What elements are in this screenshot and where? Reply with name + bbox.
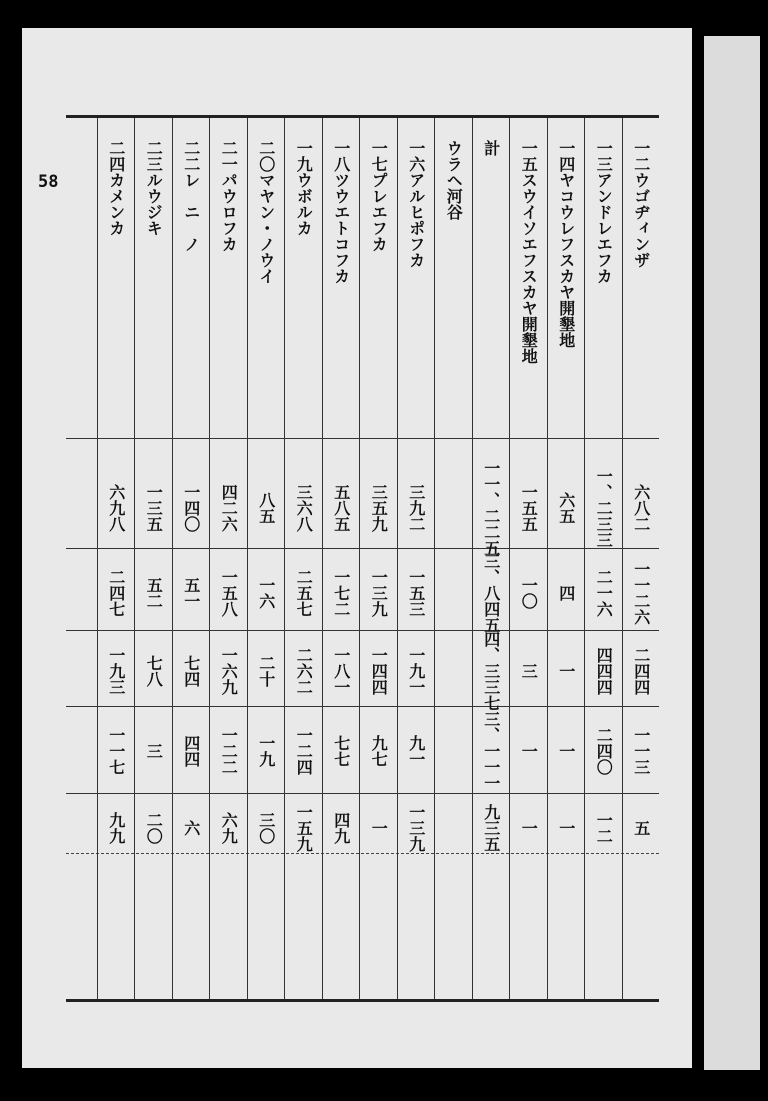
value-cell: 四四 [181, 734, 201, 767]
table-column [472, 118, 510, 999]
village-name: 二四カメンカ [106, 140, 126, 236]
value-cell: 五八五 [331, 484, 351, 532]
value-cell: 一 [556, 820, 576, 836]
value-cell: 四、三三七 [481, 630, 501, 711]
value-cell: 四九 [331, 812, 351, 844]
value-cell: 五二 [144, 576, 164, 609]
value-cell: 一 [556, 662, 576, 679]
value-cell: 二四〇 [594, 726, 614, 775]
value-cell: 一五三 [406, 568, 426, 617]
value-cell: 一、二三三 [594, 468, 614, 548]
value-cell: 一二 [594, 812, 614, 844]
table-column [209, 118, 247, 999]
village-name: 一八ツウエトコフカ [331, 140, 351, 284]
value-cell: 九九 [106, 812, 126, 844]
value-cell: 一五八 [219, 568, 239, 617]
value-cell: 一九三 [106, 646, 126, 695]
table-column [397, 118, 435, 999]
village-name: 二一パウロフカ [219, 140, 239, 252]
table-column [134, 118, 172, 999]
value-cell: 六九八 [106, 484, 126, 532]
value-cell: 二五七 [294, 568, 314, 617]
value-cell: 三九二 [406, 484, 426, 532]
value-cell: 六九 [219, 812, 239, 844]
table-column [547, 118, 585, 999]
village-name: 一四ヤコウレフスカヤ開墾地 [556, 140, 576, 348]
value-cell: 一三五 [144, 484, 164, 532]
table-column [359, 118, 397, 999]
value-cell: 一一三 [631, 726, 651, 775]
village-name: 二二レ ニ ノ [181, 140, 201, 252]
value-cell: 一一二六 [631, 560, 651, 625]
value-cell: 一五五 [519, 484, 539, 532]
value-cell: 四 [556, 584, 576, 601]
table-column [584, 118, 622, 999]
value-cell [435, 633, 472, 708]
value-cell: 一八一 [331, 646, 351, 695]
value-cell: 三五九 [369, 484, 389, 532]
value-cell: 三、一一一 [481, 710, 501, 791]
value-cell: 六五 [556, 492, 576, 524]
value-cell: 一三九 [406, 804, 426, 852]
value-cell: 三 [519, 662, 539, 679]
village-name: 一三アンドレエフカ [594, 140, 614, 284]
value-cell: 一四〇 [181, 484, 201, 532]
village-name: 一九ウボルカ [294, 140, 314, 236]
value-cell: 二四四 [631, 646, 651, 695]
value-cell: 一一、二二五 [481, 460, 501, 556]
village-name: 一二ウゴヂィンザ [631, 140, 651, 268]
value-cell: 六 [181, 820, 201, 836]
table-column [322, 118, 360, 999]
value-cell [435, 453, 472, 563]
value-cell: 一九 [256, 734, 276, 767]
value-cell: 七八 [144, 654, 164, 687]
table-column [622, 118, 660, 999]
table-column [509, 118, 547, 999]
value-cell: 一四四 [369, 646, 389, 695]
value-cell: 九三五 [481, 804, 501, 852]
value-cell: 二一六 [594, 568, 614, 617]
page-number: 58 [38, 172, 59, 192]
value-cell: 一七二 [331, 568, 351, 617]
value-cell: 一六 [256, 576, 276, 609]
value-cell: 一三九 [369, 568, 389, 617]
village-name: 二三ルウジキ [144, 140, 164, 236]
value-cell: 一二四 [294, 726, 314, 775]
value-cell: 一一七 [106, 726, 126, 775]
table-column [434, 118, 472, 999]
village-name: 一六アルヒポフカ [406, 140, 426, 268]
value-cell: 一 [369, 820, 389, 836]
value-cell: 三、八四五 [481, 552, 501, 633]
value-cell: 七七 [331, 734, 351, 767]
value-cell: 二〇 [144, 812, 164, 844]
value-cell: 一九一 [406, 646, 426, 695]
table-column [97, 118, 135, 999]
village-name: 二〇マヤン・ノウイ [256, 140, 276, 284]
value-cell: 八五 [256, 492, 276, 524]
table-column [172, 118, 210, 999]
value-cell: 六八二 [631, 484, 651, 532]
value-cell: 七四 [181, 654, 201, 687]
village-name: 計 [481, 140, 501, 156]
value-cell: 五 [631, 820, 651, 836]
village-name: 一七プレエフカ [369, 140, 389, 252]
table-column [247, 118, 285, 999]
adjacent-page-edge [704, 36, 760, 1070]
value-cell: 九七 [369, 734, 389, 767]
value-cell: 三〇 [256, 812, 276, 844]
value-cell: 三六八 [294, 484, 314, 532]
value-cell: 一六九 [219, 646, 239, 695]
value-cell: 二四七 [106, 568, 126, 617]
value-cell: 四二六 [219, 484, 239, 532]
value-cell: 九一 [406, 734, 426, 767]
value-cell: 一〇 [519, 576, 539, 609]
value-cell: 一 [556, 742, 576, 759]
value-cell [435, 793, 472, 863]
value-cell: 一 [519, 820, 539, 836]
value-cell [435, 550, 472, 635]
statistics-table [66, 115, 659, 1002]
value-cell: 二六二 [294, 646, 314, 695]
table-column [284, 118, 322, 999]
value-cell: 五一 [181, 576, 201, 609]
value-cell: 三 [144, 742, 164, 759]
village-name: ウラヘ河谷 [444, 140, 464, 220]
village-name: 一五スウイソエフスカヤ開墾地 [519, 140, 539, 364]
value-cell: 一二二 [219, 726, 239, 775]
value-cell: 二十 [256, 654, 276, 687]
value-cell: 一五九 [294, 804, 314, 852]
value-cell [435, 708, 472, 793]
value-cell: 四四四 [594, 646, 614, 695]
value-cell: 一 [519, 742, 539, 759]
